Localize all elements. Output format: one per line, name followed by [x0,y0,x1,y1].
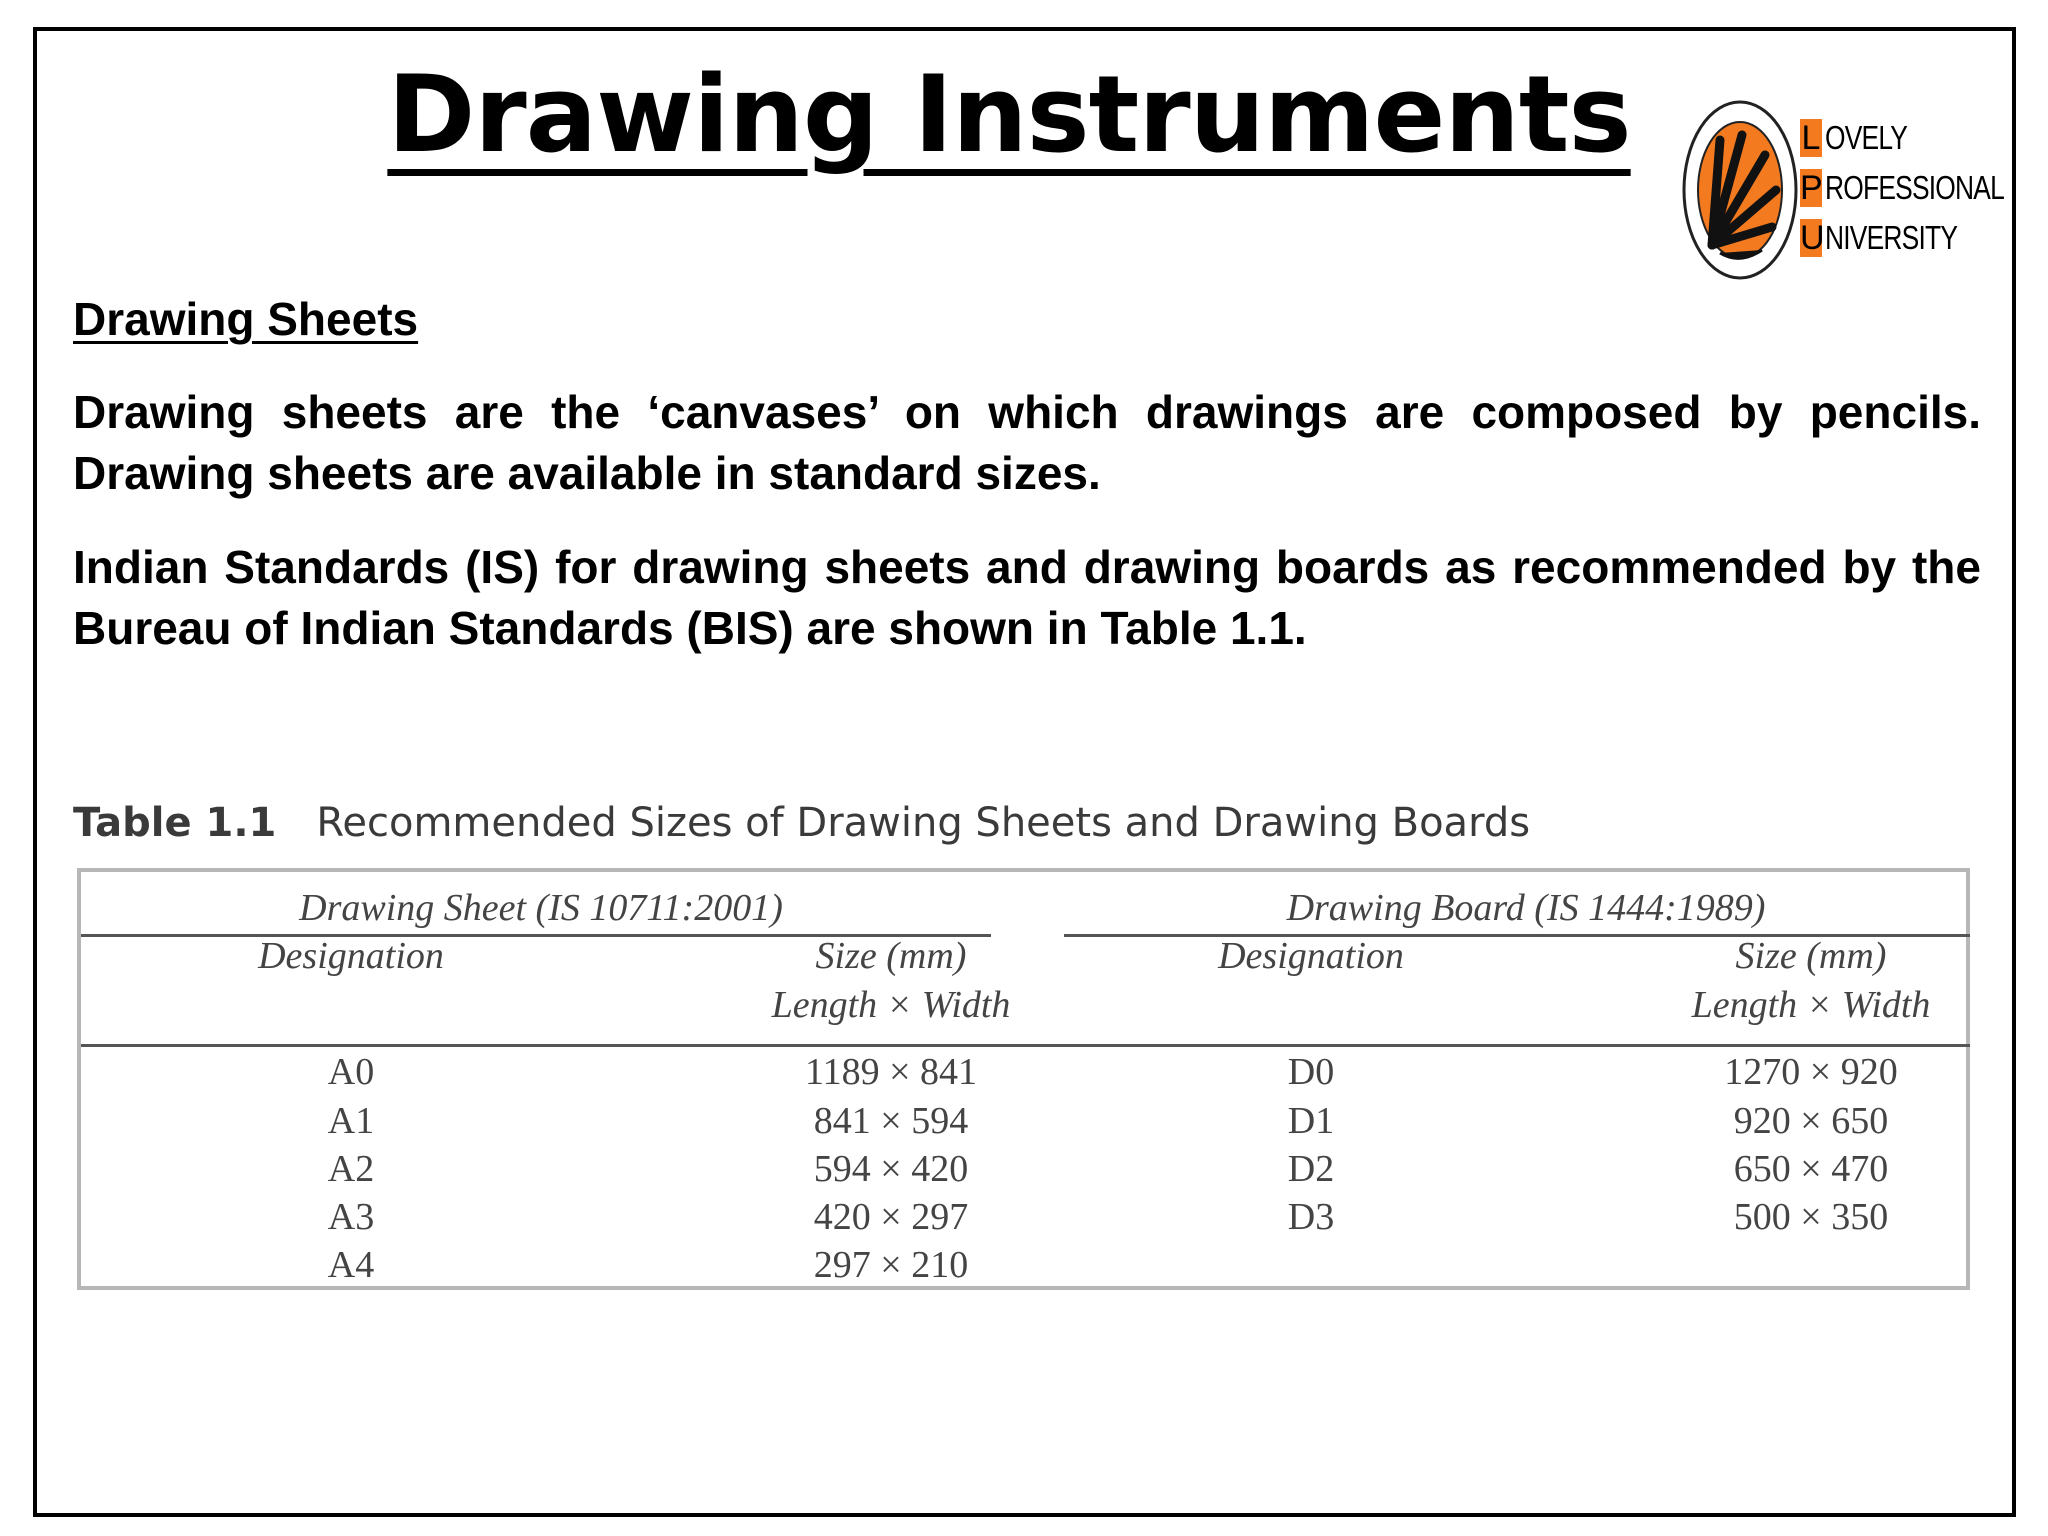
table-cell: 1270 × 920 [1724,1051,1898,1093]
header-designation-board: Designation [1218,935,1404,977]
university-seal-icon [1680,95,1800,285]
group-header-drawing-board: Drawing Board (IS 1444:1989) [1286,887,1766,929]
header-designation-sheet: Designation [258,935,444,977]
table-cell: 920 × 650 [1733,1100,1889,1142]
table-cell: A0 [327,1051,375,1093]
table-cell: A1 [327,1100,375,1142]
header-size-sub-sheet: Length × Width [771,984,1011,1026]
logo-word-lovely: OVELY [1825,119,1908,156]
header-divider [81,1044,1970,1047]
table-cell: 297 × 210 [813,1244,969,1286]
table-cell: D2 [1287,1148,1335,1190]
table-cell: A3 [327,1196,375,1238]
section-heading: Drawing Sheets [73,293,419,345]
slide-title: Drawing Instruments [387,53,1631,176]
sizes-table [77,868,1970,1290]
paragraph-drawing-sheets: Drawing sheets are the ‘canvases’ on which drawings are composed by pencils. Drawing sheets are available in standard sizes. [73,386,1981,499]
header-size-sheet: Size (mm) [815,935,967,977]
table-cell: 420 × 297 [813,1196,969,1238]
logo-word-university: NIVERSITY [1825,219,1958,256]
table-cell: 594 × 420 [813,1148,969,1190]
header-size-sub-board: Length × Width [1691,984,1931,1026]
logo-letter-u: U [1800,219,1825,257]
table-cell: D1 [1287,1100,1335,1142]
table-cell: 650 × 470 [1733,1148,1889,1190]
table-cell: A2 [327,1148,375,1190]
logo-word-professional: ROFESSIONAL [1825,169,2004,206]
table-cell: D3 [1287,1196,1335,1238]
table-cell: 500 × 350 [1733,1196,1889,1238]
logo-letter-p: P [1800,169,1823,207]
table-caption [73,800,1530,846]
header-size-board: Size (mm) [1735,935,1887,977]
table-cell: D0 [1287,1051,1335,1093]
table-caption-text: Recommended Sizes of Drawing Sheets and Drawing Boards [316,800,1531,846]
group-header-drawing-sheet: Drawing Sheet (IS 10711:2001) [299,887,783,929]
university-logo [1680,95,2004,285]
table-cell: 841 × 594 [813,1100,969,1142]
table-cell: A4 [327,1244,375,1286]
table-caption-number: Table 1.1 [73,800,277,846]
paragraph-indian-standards: Indian Standards (IS) for drawing sheets and drawing boards as recommended by the Bureau of Indian Standards (BIS) are shown in Table 1.1. [73,541,1981,654]
table-cell: 1189 × 841 [804,1051,978,1093]
logo-letter-l: L [1801,119,1821,157]
